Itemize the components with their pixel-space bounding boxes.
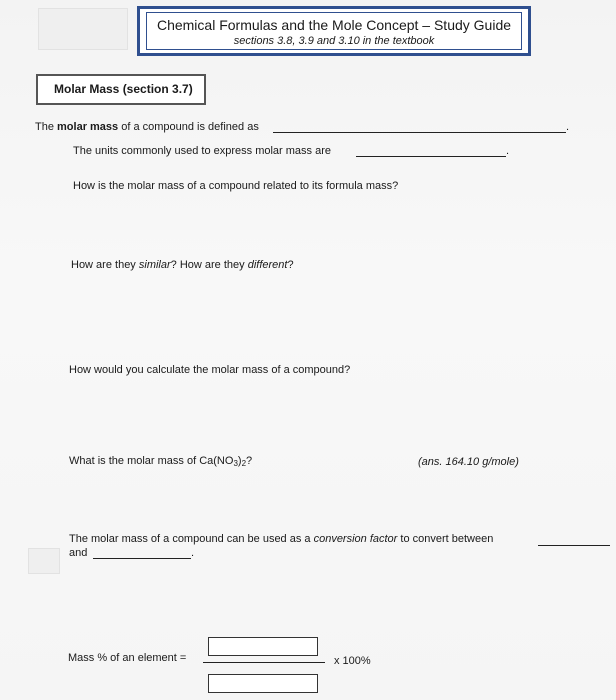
q7-period: .: [191, 547, 195, 559]
q2-period: .: [506, 145, 510, 157]
title-inner-frame: [146, 12, 522, 50]
q4-prefix: How are they: [71, 259, 139, 271]
q5-text: How would you calculate the molar mass of a compound?: [69, 364, 351, 376]
q1-suffix: of a compound is defined as: [118, 121, 259, 133]
q4-different: different: [247, 259, 288, 271]
q7-conversion-factor: conversion factor: [313, 533, 398, 545]
q7-suffix: to convert between: [397, 533, 494, 545]
numerator-box[interactable]: [208, 637, 318, 656]
page-title: Chemical Formulas and the Mole Concept – Study Guide: [156, 17, 512, 33]
q6-suffix: ?: [246, 455, 253, 467]
q4-text: [71, 259, 294, 271]
q7-text: [69, 533, 493, 545]
q6-mid: ): [237, 455, 242, 467]
ghost-side-block: [28, 548, 60, 574]
q6-sub-3: 3: [233, 459, 238, 468]
q4-mid: ? How are they: [170, 259, 248, 271]
times-100-percent: x 100%: [334, 655, 371, 667]
q2-answer-blank[interactable]: [356, 156, 506, 157]
q1-period: .: [566, 121, 570, 133]
q6-sub-2: 2: [241, 459, 247, 468]
q6-answer: (ans. 164.10 g/mole): [418, 456, 519, 468]
q6-text: [69, 455, 252, 467]
q2-text: The units commonly used to express molar mass are: [73, 145, 331, 157]
q7-answer-blank-1[interactable]: [538, 545, 610, 546]
q4-similar: similar: [138, 259, 171, 271]
q6-prefix: What is the molar mass of Ca(NO: [69, 455, 234, 467]
q1-bold-term: molar mass: [57, 121, 119, 133]
q7-answer-blank-2[interactable]: [93, 558, 191, 559]
section-heading: Molar Mass (section 3.7): [36, 74, 206, 105]
title-box: [137, 6, 531, 56]
q7-and: and: [69, 547, 88, 559]
q4-suffix: ?: [287, 259, 294, 271]
q1-prefix: The: [35, 121, 58, 133]
q7-prefix: The molar mass of a compound can be used as a: [69, 533, 314, 545]
q1-answer-blank[interactable]: [273, 132, 566, 133]
q1-text: [35, 121, 259, 133]
denominator-box[interactable]: [208, 674, 318, 693]
page-subtitle: sections 3.8, 3.9 and 3.10 in the textbook: [233, 35, 435, 47]
ghost-header-block: [38, 8, 128, 50]
mass-percent-label: Mass % of an element =: [68, 652, 187, 664]
fraction-line: [203, 662, 325, 663]
q3-text: How is the molar mass of a compound related to its formula mass?: [73, 180, 399, 192]
